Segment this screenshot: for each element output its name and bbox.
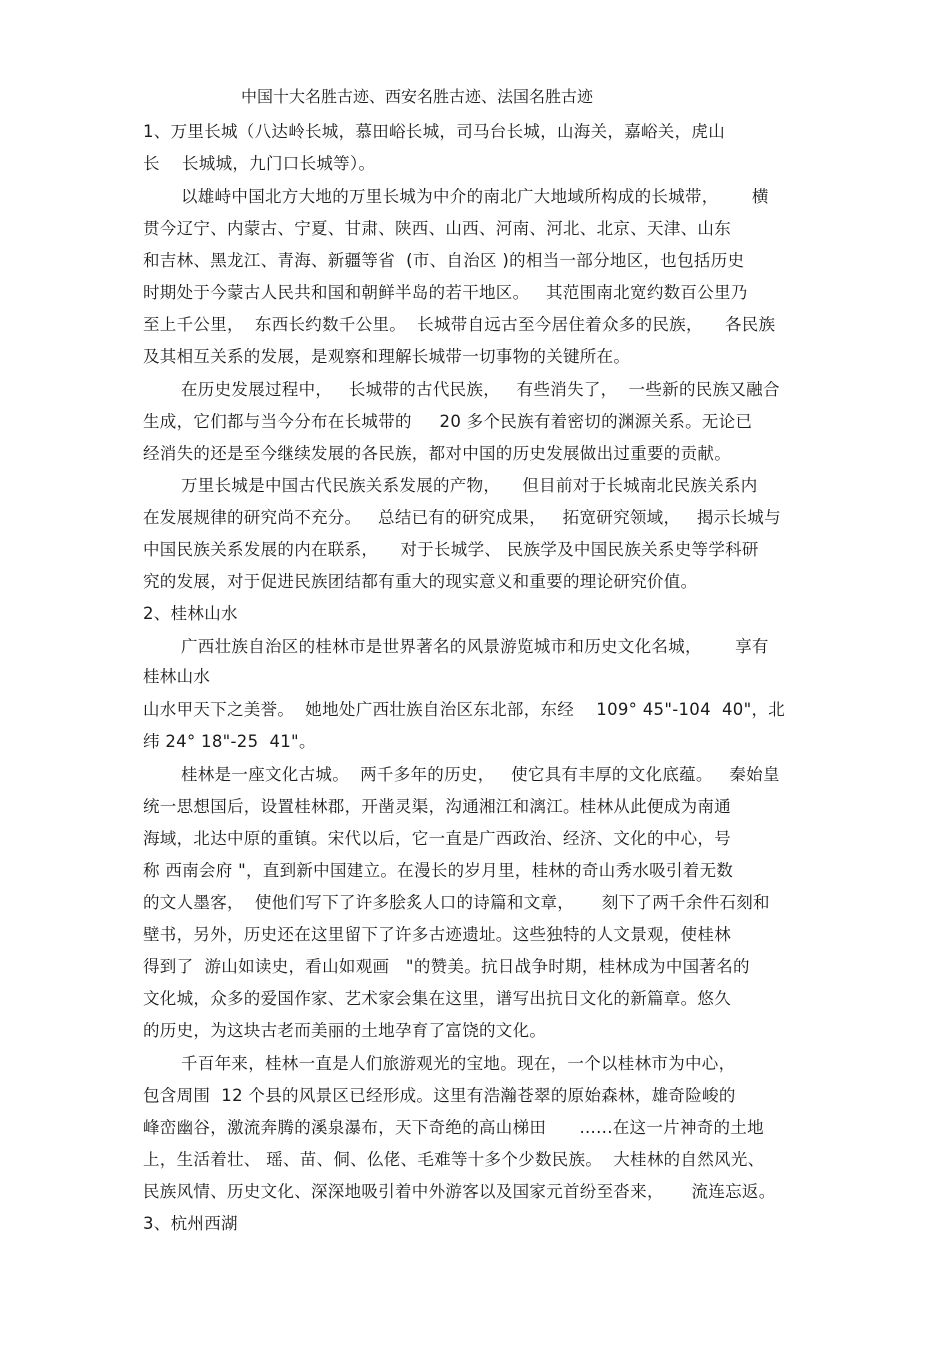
text-line: 统一思想国后，设置桂林郡，开凿灵渠，沟通湘江和漓江。桂林从此便成为南通 [143, 797, 731, 816]
text-line: 称 西南会府 "，直到新中国建立。在漫长的岁月里，桂林的奇山秀水吸引着无数 [143, 861, 734, 880]
text-line: 万里长城是中国古代民族关系发展的产物， 但目前对于长城南北民族关系内 [181, 476, 758, 495]
text-line: 民族风情、历史文化、深深地吸引着中外游客以及国家元首纷至沓来， 流连忘返。 [143, 1182, 776, 1201]
text-line: 千百年来，桂林一直是人们旅游观光的宝地。现在，一个以桂林市为中心， [181, 1054, 736, 1073]
text-line: 纬 24° 18"-25 41"。 [143, 732, 316, 751]
text-line: 峰峦幽谷，激流奔腾的溪泉瀑布，天下奇绝的高山梯田 ......在这一片神奇的土地 [143, 1118, 764, 1137]
text-line: 得到了 游山如读史，看山如观画 "的赞美。抗日战争时期，桂林成为中国著名的 [143, 957, 750, 976]
text-line: 桂林山水 [143, 667, 211, 686]
text-line: 究的发展，对于促进民族团结都有重大的现实意义和重要的理论研究价值。 [143, 572, 698, 591]
text-line: 广西壮族自治区的桂林市是世界著名的风景游览城市和历史文化名城， 享有 [181, 637, 769, 656]
document-title: 中国十大名胜古迹、西安名胜古迹、法国名胜古迹 [241, 87, 594, 106]
text-line: 生成，它们都与当今分布在长城带的 20 多个民族有着密切的渊源关系。无论已 [143, 412, 753, 431]
text-line: 山水甲天下之美誉。 她地处广西壮族自治区东北部，东经 109° 45"-104 40"，北 [143, 700, 786, 719]
text-line: 中国民族关系发展的内在联系， 对于长城学、 民族学及中国民族关系史等学科研 [143, 540, 759, 559]
text-line: 贯今辽宁、内蒙古、宁夏、甘肃、陕西、山西、河南、河北、北京、天津、山东 [143, 219, 731, 238]
text-line: 和吉林、黑龙江、青海、新疆等省 (市、自治区 )的相当一部分地区，也包括历史 [143, 251, 745, 270]
text-line: 时期处于今蒙古人民共和国和朝鲜半岛的若干地区。 其范围南北宽约数百公里乃 [143, 283, 748, 302]
section-heading-guilin: 2、桂林山水 [143, 604, 238, 623]
text-line: 经消失的还是至今继续发展的各民族，都对中国的历史发展做出过重要的贡献。 [143, 444, 731, 463]
section-heading-west-lake: 3、杭州西湖 [143, 1214, 238, 1233]
text-line: 以雄峙中国北方大地的万里长城为中介的南北广大地域所构成的长城带， 横 [181, 187, 769, 206]
text-line: 至上千公里， 东西长约数千公里。 长城带自远古至今居住着众多的民族， 各民族 [143, 315, 776, 334]
text-line: 海域，北达中原的重镇。宋代以后，它一直是广西政治、经济、文化的中心，号 [143, 829, 731, 848]
text-line: 的历史，为这块古老而美丽的土地孕育了富饶的文化。 [143, 1021, 547, 1040]
text-line: 及其相互关系的发展，是观察和理解长城带一切事物的关键所在。 [143, 347, 631, 366]
text-line: 的文人墨客， 使他们写下了许多脍炙人口的诗篇和文章， 刻下了两千余件石刻和 [143, 893, 770, 912]
text-line: 长 长城城，九门口长城等）。 [143, 154, 376, 173]
text-line: 包含周围 12 个县的风景区已经形成。这里有浩瀚苍翠的原始森林，雄奇险峻的 [143, 1086, 736, 1105]
text-line: 壁书，另外，历史还在这里留下了许多古迹遗址。这些独特的人文景观，使桂林 [143, 925, 731, 944]
section-heading-great-wall: 1、万里长城（八达岭长城，慕田峪长城，司马台长城，山海关，嘉峪关，虎山 [143, 122, 725, 141]
text-line: 在发展规律的研究尚不充分。 总结已有的研究成果， 拓宽研究领域， 揭示长城与 [143, 508, 781, 527]
text-line: 文化城，众多的爱国作家、艺术家会集在这里，谱写出抗日文化的新篇章。悠久 [143, 989, 731, 1008]
text-line: 上，生活着壮、 瑶、苗、侗、仫佬、毛难等十多个少数民族。 大桂林的自然风光、 [143, 1150, 765, 1169]
text-line: 在历史发展过程中， 长城带的古代民族， 有些消失了， 一些新的民族又融合 [181, 380, 780, 399]
text-line: 桂林是一座文化古城。 两千多年的历史， 使它具有丰厚的文化底蕴。 秦始皇 [181, 765, 780, 784]
